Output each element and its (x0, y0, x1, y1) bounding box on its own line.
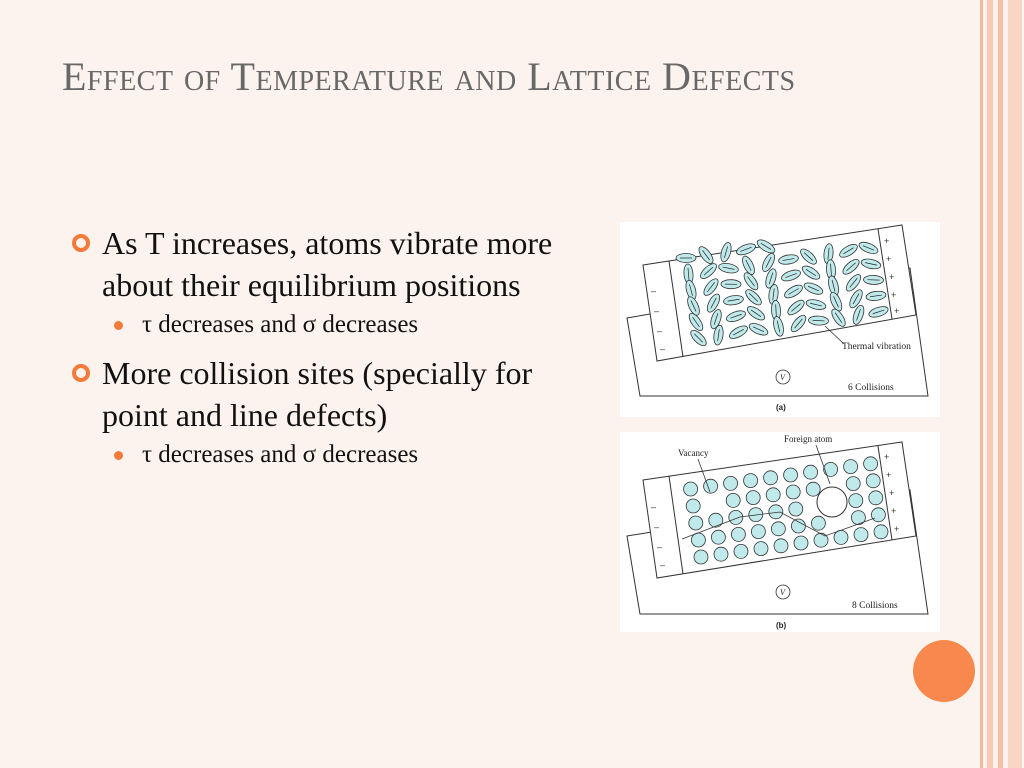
lattice-atom (709, 513, 723, 527)
lattice-atom (846, 477, 860, 491)
frame-stripe (980, 0, 983, 768)
lattice-atom (806, 482, 820, 496)
collisions-label: 6 Collisions (848, 383, 894, 393)
lattice-atom (794, 536, 808, 550)
voltmeter-label: V (780, 588, 785, 597)
foreign-atom-label: Foreign atom (784, 434, 833, 444)
frame-stripe (987, 0, 993, 768)
collisions-label: 8 Collisions (852, 601, 898, 611)
lattice-atom (734, 544, 748, 558)
lattice-atom (834, 530, 848, 544)
lattice-atom (784, 468, 798, 482)
svg-text:–: – (654, 522, 660, 532)
figure-lattice-defects (620, 432, 940, 632)
lattice-atom (731, 527, 745, 541)
lattice-atom (769, 505, 783, 519)
lattice-atom (684, 482, 698, 496)
lattice-atom (869, 491, 883, 505)
bullet-item (72, 222, 592, 306)
svg-text:–: – (651, 502, 657, 512)
svg-text:+: + (891, 290, 897, 300)
lattice-atom (786, 485, 800, 499)
bullet-text: More collision sites (specially for point and line defects) (102, 355, 533, 433)
bullet-dot-icon (114, 451, 123, 460)
svg-text:+: + (889, 272, 895, 282)
sub-bullet-text: τ decreases and σ decreases (142, 311, 419, 338)
lattice-atom (811, 516, 825, 530)
svg-text:+: + (894, 524, 900, 534)
lattice-atom (771, 522, 785, 536)
lattice-atom (791, 519, 805, 533)
lattice-atom (751, 525, 765, 539)
lattice-atom (746, 491, 760, 505)
lattice-atom (844, 460, 858, 474)
lattice-atom (754, 542, 768, 556)
voltmeter-label: V (780, 373, 785, 382)
sub-bullet-item (72, 438, 592, 472)
lattice-atom (686, 499, 700, 513)
thermal-vibration-label: Thermal vibration (842, 342, 911, 352)
svg-text:–: – (654, 306, 660, 316)
svg-text:+: + (894, 306, 900, 316)
lattice-atom (764, 471, 778, 485)
lattice-atom (874, 525, 888, 539)
bullet-item (72, 352, 592, 436)
foreign-atom (817, 487, 847, 517)
bullet-list (72, 222, 592, 482)
sub-bullet-item (72, 308, 592, 342)
bullet-ring-icon (72, 234, 90, 252)
svg-text:–: – (651, 286, 657, 296)
page-title: Effect of Temperature and Lattice Defects (62, 54, 796, 99)
frame-stripe (998, 0, 1003, 768)
svg-text:+: + (886, 470, 892, 480)
sub-bullet-text: τ decreases and σ decreases (142, 441, 419, 468)
lattice-atom (871, 508, 885, 522)
lattice-atom (729, 510, 743, 524)
bullet-dot-icon (114, 321, 123, 330)
svg-text:+: + (889, 488, 895, 498)
svg-text:–: – (657, 326, 663, 336)
lattice-atom (824, 462, 838, 476)
lattice-atom (691, 533, 705, 547)
lattice-atom (854, 528, 868, 542)
svg-text:–: – (657, 542, 663, 552)
svg-text:+: + (884, 452, 890, 462)
svg-text:–: – (660, 344, 666, 354)
bullet-ring-icon (72, 364, 90, 382)
svg-text:–: – (660, 560, 666, 570)
lattice-atom (689, 516, 703, 530)
svg-text:+: + (884, 236, 890, 246)
svg-text:+: + (891, 506, 897, 516)
lattice-atom (694, 550, 708, 564)
lattice-atom (744, 474, 758, 488)
frame-stripe (1008, 0, 1022, 768)
lattice-atom (789, 502, 803, 516)
lattice-atom (774, 539, 788, 553)
figure-tag: (b) (776, 621, 787, 630)
lattice-atom (724, 476, 738, 490)
bullet-text: As T increases, atoms vibrate more about their equilibrium positions (102, 225, 553, 303)
figure-thermal-vibration (620, 222, 940, 417)
lattice-atom (714, 547, 728, 561)
lattice-atom (726, 493, 740, 507)
figure-tag: (a) (776, 403, 786, 412)
lattice-atom (849, 494, 863, 508)
lattice-atom (866, 474, 880, 488)
svg-text:+: + (886, 254, 892, 264)
vacancy-label: Vacancy (678, 448, 709, 458)
decorative-circle (913, 640, 975, 702)
lattice-atom (766, 488, 780, 502)
lattice-atom (864, 457, 878, 471)
lattice-atom (804, 465, 818, 479)
lattice-atom (711, 530, 725, 544)
